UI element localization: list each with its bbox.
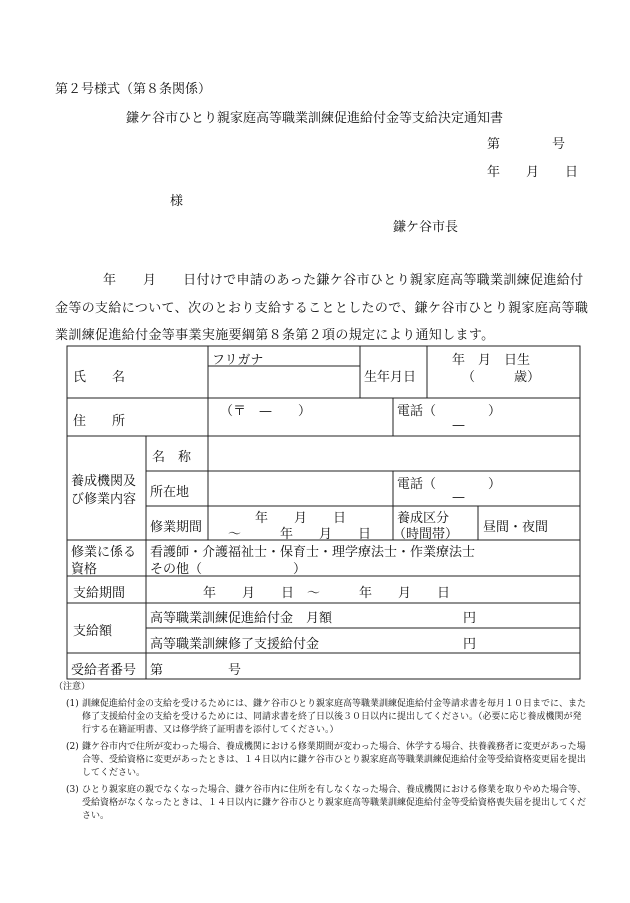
recipient-number-label: 受給者番号 <box>71 663 137 678</box>
body-line-1: 年 月 日付けで申請のあった鎌ケ谷市ひとり親家庭高等職業訓練促進給付 <box>103 273 584 288</box>
furigana-label: フリガナ <box>212 353 264 368</box>
note-text: ひとり親家庭の親でなくなった場合、鎌ケ谷市内に住所を有しなくなった場合、養成機関における修業を取りやめた場合等、受給資格がなくなったときは、１４日以内に鎌ケ谷市ひとり親家庭高等職業訓練促進給付金等受給資格喪失届を提出してください。 <box>82 785 587 821</box>
form-number: 第２号様式（第８条関係） <box>55 82 212 97</box>
note-text: 鎌ケ谷市内で住所が変わった場合、養成機関における修業期間が変わった場合、休学する場合、扶養義務者に変更があった場合等、受給資格に変更があったときは、１４日以内に鎌ケ谷市ひとり親家庭高等職業訓練促進給付金等受給資格変更届を提出してください。 <box>82 742 586 778</box>
division-label-line2: （時間帯） <box>393 527 459 542</box>
note-item <box>60 741 590 780</box>
note-item <box>60 698 590 737</box>
study-period-to: ～ 年 月 日 <box>228 527 372 542</box>
postal-code-field: （〒 — ） <box>220 404 312 419</box>
birthdate-label: 生年月日 <box>364 370 417 385</box>
division-value: 昼間・夜間 <box>483 520 549 535</box>
address-label: 住 所 <box>73 414 126 429</box>
document-number-line: 第 号 <box>487 137 566 152</box>
payment-period-label: 支給期間 <box>73 586 126 601</box>
notes-heading: （注意） <box>54 682 91 692</box>
recipient-number-value: 第 号 <box>150 663 242 678</box>
qualification-options: 看護師・介護福祉士・保育士・理学療法士・作業療法士 <box>150 545 476 560</box>
note-number: (2) <box>66 742 79 752</box>
facility-label-line2: び修業内容 <box>71 492 137 507</box>
notes-section <box>54 681 590 823</box>
facility-phone-dash: — <box>452 490 465 505</box>
qualification-label-line2: 資格 <box>71 562 98 577</box>
study-period-from: 年 月 日 <box>255 511 347 526</box>
age-value: （ 歳） <box>462 370 541 385</box>
note-item <box>60 784 590 823</box>
payment-period-value: 年 月 日 ～ 年 月 日 <box>203 586 451 601</box>
amount-yen-1: 円 <box>463 611 477 626</box>
note-number: (1) <box>66 699 79 709</box>
note-text: 訓練促進給付金の支給を受けるためには、鎌ケ谷市ひとり親家庭高等職業訓練促進給付金等請求書を毎月１０日までに、また修了支援給付金の支給を受けるためには、同請求書を終了日以後３０日以内に提出してください。（必要に応じ養成機関が発行する在籍証明書、又は修学終了証明書を添付してください。） <box>82 699 587 735</box>
body-line-2: 金等の支給について、次のとおり支給することとしたので、鎌ケ谷市ひとり親家庭高等職 <box>55 301 589 316</box>
issuer-name: 鎌ケ谷市長 <box>393 220 459 235</box>
qualification-other: その他（ ） <box>150 562 307 577</box>
facility-address-label: 所在地 <box>150 485 190 500</box>
phone-label: 電話（ ） <box>397 404 502 419</box>
qualification-label-line1: 修業に係る <box>71 545 137 560</box>
amount-training-allowance: 高等職業訓練促進給付金 月額 <box>150 611 333 626</box>
amount-label: 支給額 <box>73 624 113 639</box>
document-title: 鎌ケ谷市ひとり親家庭高等職業訓練促進給付金等支給決定通知書 <box>126 111 504 126</box>
facility-phone-label: 電話（ ） <box>397 477 502 492</box>
note-number: (3) <box>66 785 79 795</box>
phone-dash: — <box>452 418 465 433</box>
division-label-line1: 養成区分 <box>397 511 450 526</box>
addressee-suffix: 様 <box>170 194 184 209</box>
facility-label-line1: 養成機関及 <box>71 474 137 489</box>
amount-completion-allowance: 高等職業訓練修了支援給付金 <box>150 637 320 652</box>
body-line-3: 業訓練促進給付金等事業実施要綱第８条第２項の規定により通知します。 <box>55 328 495 343</box>
document-date-line: 年 月 日 <box>487 165 579 180</box>
amount-yen-2: 円 <box>463 637 477 652</box>
study-period-label: 修業期間 <box>150 520 203 535</box>
facility-name-label: 名 称 <box>152 450 192 465</box>
name-label: 氏 名 <box>73 370 126 385</box>
birthdate-value: 年 月 日生 <box>452 353 531 368</box>
